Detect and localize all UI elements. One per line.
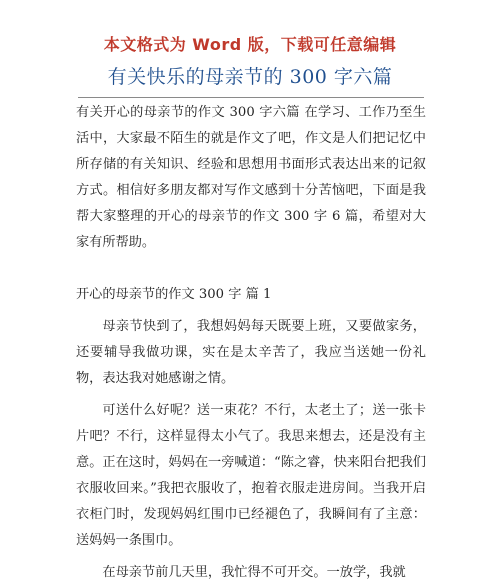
document-title: 有关快乐的母亲节的 300 字六篇 xyxy=(107,66,393,88)
body-paragraph: 母亲节快到了，我想妈妈每天既要上班，又要做家务，还要辅导我做功课，实在是太辛苦了，我应当送她一份礼物，表达我对她感谢之情。 xyxy=(76,319,426,386)
section-heading: 开心的母亲节的作文 300 字 篇 1 xyxy=(76,287,272,302)
body-paragraph: 在母亲节前几天里，我忙得不可开交。一放学，我就 xyxy=(102,565,406,580)
format-banner: 本文格式为 Word 版，下载可任意编辑 xyxy=(103,35,397,54)
body-paragraph: 可送什么好呢？送一束花？不行，太老土了；送一张卡片吧？不行，这样显得太小气了。我思来想去，还是没有主意。正在这时，妈妈在一旁喊道：“陈之睿，快来阳台把我们衣服收回来。”我把衣服收了，抱着衣服走进房间。当我开启衣柜门时，发现妈妈红围巾已经褪色了，我瞬间有了主意：送妈妈一条围巾。 xyxy=(76,403,426,548)
document-body xyxy=(76,100,426,586)
intro-paragraph: 有关开心的母亲节的作文 300 字六篇 在学习、工作乃至生活中，大家最不陌生的就是作文了吧，作文是人们把记忆中所存储的有关知识、经验和思想用书面形式表达出来的记叙方式。相信好多朋友都对写作文感到十分苦恼吧，下面是我帮大家整理的开心的母亲节的作文 300 字 6 篇，希望对大家有所帮助。 xyxy=(76,105,426,250)
title-divider xyxy=(78,97,424,98)
